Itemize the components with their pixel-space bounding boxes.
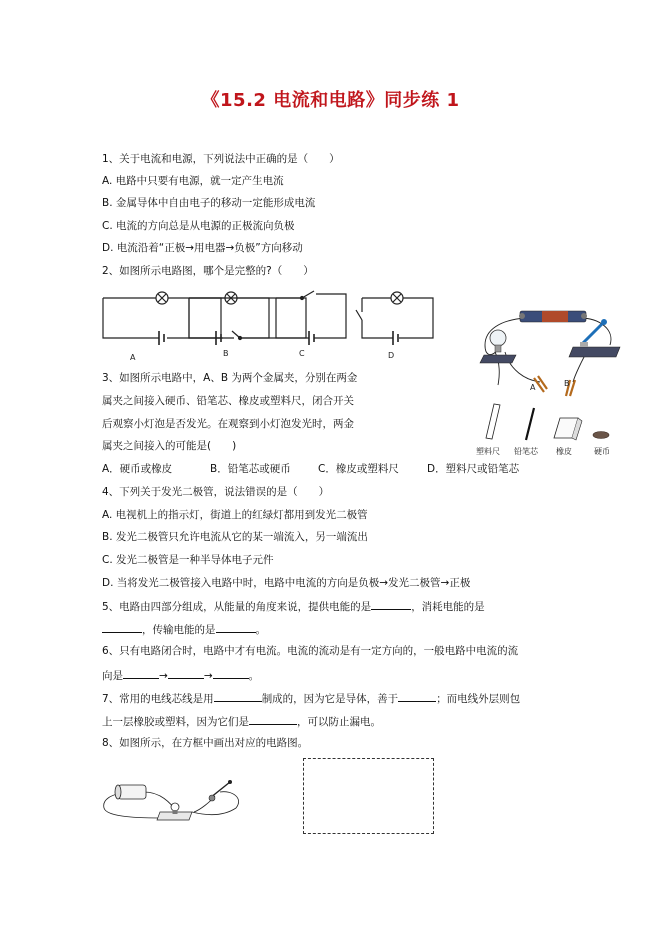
circuit-a-label: A bbox=[130, 353, 136, 362]
pencil-lead-icon bbox=[526, 408, 534, 440]
q3-option-d: D．塑料尺或铅笔芯 bbox=[427, 463, 520, 475]
switch-icon bbox=[209, 780, 232, 801]
answer-blank[interactable] bbox=[214, 690, 262, 702]
answer-blank[interactable] bbox=[371, 598, 411, 610]
item-ruler-label: 塑料尺 bbox=[476, 447, 500, 456]
battery-icon bbox=[519, 311, 587, 322]
item-coin-label: 硬币 bbox=[594, 447, 610, 456]
answer-blank[interactable] bbox=[249, 713, 297, 725]
page-title: 《15.2 电流和电路》同步练 1 bbox=[201, 90, 460, 111]
answer-blank[interactable] bbox=[216, 621, 256, 633]
answer-blank[interactable] bbox=[398, 690, 436, 702]
circuit-d-figure bbox=[356, 292, 433, 345]
answer-blank[interactable] bbox=[102, 621, 142, 633]
svg-text:B: B bbox=[564, 379, 570, 388]
eraser-icon bbox=[554, 418, 582, 440]
q1-option-d: D. 电流沿着“正极→用电器→负极”方向移动 bbox=[102, 242, 303, 254]
circuit-b-label: B bbox=[223, 349, 229, 358]
item-pencil-label: 铅笔芯 bbox=[514, 447, 538, 456]
answer-blank[interactable] bbox=[123, 667, 159, 679]
answer-box[interactable] bbox=[303, 758, 434, 834]
q1-option-c: C. 电流的方向总是从电源的正极流向负极 bbox=[102, 220, 295, 232]
q1-stem: 1、关于电流和电源，下列说法中正确的是（ ） bbox=[102, 153, 340, 165]
q6-line-2: 向是 → → 。 bbox=[102, 667, 259, 683]
circuit-a-figure bbox=[103, 292, 221, 345]
ruler-icon bbox=[486, 404, 500, 439]
svg-text:A: A bbox=[530, 383, 536, 392]
q7-line-2: 上一层橡胶或塑料，因为它们是 ，可以防止漏电。 bbox=[102, 713, 381, 729]
q3-circuit-illustration bbox=[470, 300, 630, 460]
clip-a-icon bbox=[530, 376, 547, 392]
q3-options bbox=[102, 462, 519, 476]
q3-line-2: 属夹之间接入硬币、铅笔芯、橡皮或塑料尺，闭合开关 bbox=[102, 395, 354, 407]
q3-line-4: 属夹之间接入的可能是( ) bbox=[102, 440, 237, 452]
q4-option-b: B. 发光二极管只允许电流从它的某一端流入，另一端流出 bbox=[102, 531, 368, 543]
battery-icon bbox=[115, 785, 146, 799]
q5-line-1: 5、电路由四部分组成，从能量的角度来说，提供电能的是 ，消耗电能的是 bbox=[102, 598, 486, 614]
q8-stem: 8、如图所示，在方框中画出对应的电路图。 bbox=[102, 737, 309, 749]
q7-line-1: 7、常用的电线芯线是用 制成的，因为它是导体，善于 ；而电线外层则包 bbox=[102, 690, 520, 706]
q3-line-3: 后观察小灯泡是否发光。在观察到小灯泡发光时，两金 bbox=[102, 418, 354, 430]
q4-option-a: A. 电视机上的指示灯，街道上的红绿灯都用到发光二极管 bbox=[102, 509, 368, 521]
q2-stem: 2、如图所示电路图，哪个是完整的?（ ） bbox=[102, 265, 314, 277]
circuit-c-label: C bbox=[299, 349, 305, 358]
q1-option-b: B. 金属导体中自由电子的移动一定能形成电流 bbox=[102, 197, 316, 209]
q4-option-c: C. 发光二极管是一种半导体电子元件 bbox=[102, 554, 274, 566]
q3-option-a: A．硬币或橡皮 bbox=[102, 463, 173, 475]
q3-option-c: C．橡皮或塑料尺 bbox=[318, 463, 399, 475]
q6-line-1: 6、只有电路闭合时，电路中才有电流。电流的流动是有一定方向的，一般电路中电流的流 bbox=[102, 645, 519, 657]
answer-blank[interactable] bbox=[168, 667, 204, 679]
q5-line-2: ，传输电能的是 。 bbox=[102, 621, 266, 637]
coin-icon bbox=[593, 432, 609, 439]
q4-option-d: D. 当将发光二极管接入电路中时，电路中电流的方向是负极→发光二极管→正极 bbox=[102, 577, 471, 589]
item-eraser-label: 橡皮 bbox=[556, 447, 572, 456]
q4-stem: 4、下列关于发光二极管，说法错误的是（ ） bbox=[102, 486, 330, 498]
q3-option-b: B．铅笔芯或硬币 bbox=[210, 463, 291, 475]
q8-circuit-illustration bbox=[100, 768, 245, 828]
answer-blank[interactable] bbox=[213, 667, 249, 679]
circuit-c-figure bbox=[276, 291, 346, 345]
lamp-icon bbox=[157, 803, 192, 820]
q1-option-a: A. 电路中只要有电源，就一定产生电流 bbox=[102, 175, 284, 187]
q2-circuit-diagrams bbox=[96, 286, 441, 362]
circuit-d-label: D bbox=[388, 351, 395, 360]
q3-line-1: 3、如图所示电路中，A、B 为两个金属夹，分别在两金 bbox=[102, 372, 358, 384]
switch-icon bbox=[569, 319, 620, 357]
